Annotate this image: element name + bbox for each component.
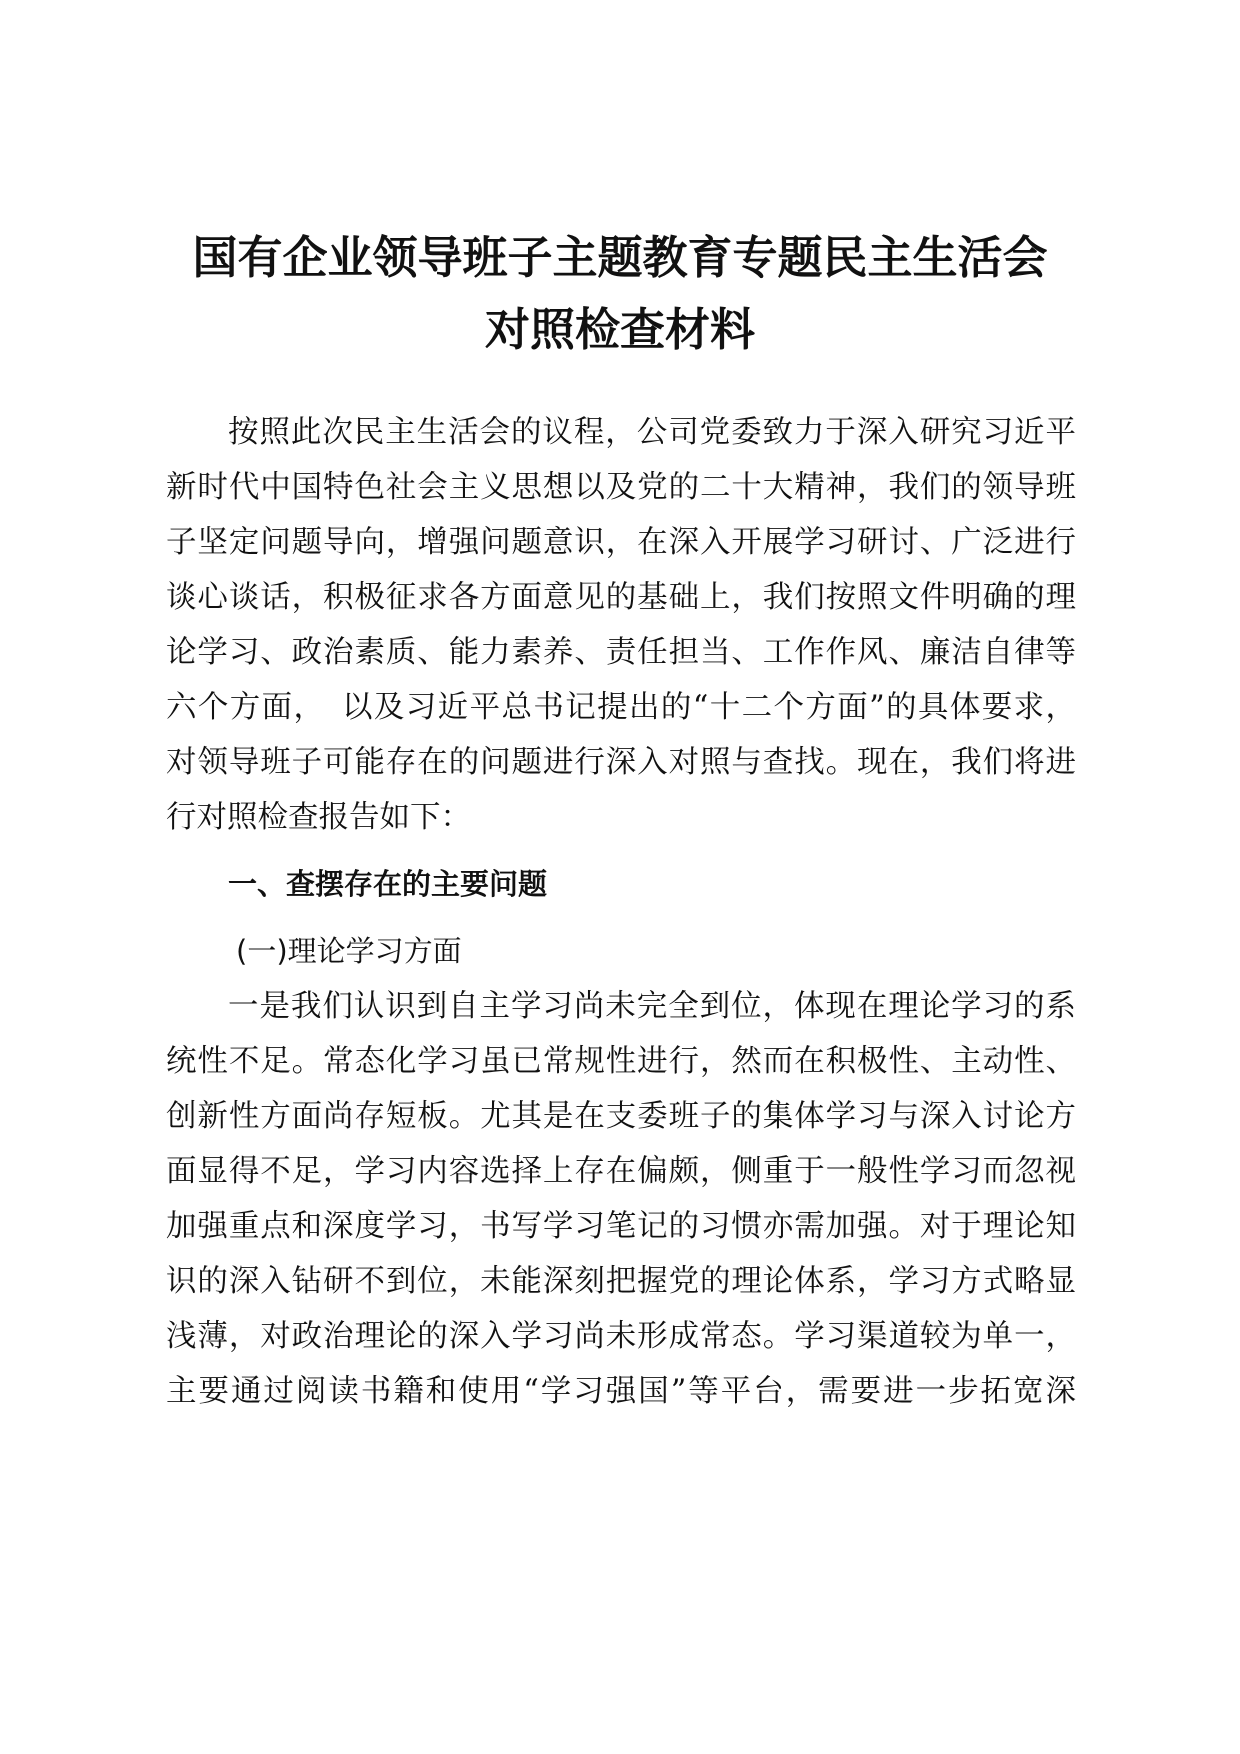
paragraph-line: 子坚定问题导向，增强问题意识，在深入开展学习研讨、广泛进行 <box>166 525 1076 560</box>
section-heading: 一、查摆存在的主要问题 <box>228 867 548 901</box>
title-line-2: 对照检查材料 <box>484 303 755 356</box>
paragraph-line: 新时代中国特色社会主义思想以及党的二十大精神，我们的领导班 <box>166 470 1076 505</box>
subsection-paragraph <box>166 979 1076 1419</box>
paragraph-line: 识的深入钻研不到位，未能深刻把握党的理论体系，学习方式略显 <box>166 1264 1076 1299</box>
paragraph-line: 论学习、政治素质、能力素养、责任担当、工作作风、廉洁自律等 <box>166 635 1076 670</box>
paragraph-line: 创新性方面尚存短板。尤其是在支委班子的集体学习与深入讨论方 <box>166 1099 1076 1134</box>
subsection-heading: (一)理论学习方面 <box>236 934 462 968</box>
paragraph-line: 面显得不足，学习内容选择上存在偏颇，侧重于一般性学习而忽视 <box>166 1154 1076 1189</box>
paragraph-line: 一是我们认识到自主学习尚未完全到位，体现在理论学习的系 <box>228 989 1076 1024</box>
paragraph-line: 加强重点和深度学习，书写学习笔记的习惯亦需加强。对于理论知 <box>166 1209 1076 1244</box>
paragraph-line: 行对照检查报告如下： <box>166 800 471 835</box>
paragraph-line: 统性不足。常态化学习虽已常规性进行，然而在积极性、主动性、 <box>166 1044 1076 1079</box>
intro-paragraph <box>166 405 1076 845</box>
paragraph-line: 主要通过阅读书籍和使用“学习强国”等平台，需要进一步拓宽深 <box>166 1374 1076 1409</box>
paragraph-line: 浅薄，对政治理论的深入学习尚未形成常态。学习渠道较为单一， <box>166 1319 1076 1354</box>
title-line-1: 国有企业领导班子主题教育专题民主生活会 <box>192 231 1048 284</box>
paragraph-line: 对领导班子可能存在的问题进行深入对照与查找。现在，我们将进 <box>166 745 1076 780</box>
document-title <box>150 222 1090 366</box>
paragraph-line: 按照此次民主生活会的议程，公司党委致力于深入研究习近平 <box>228 415 1076 450</box>
paragraph-line: 六个方面， 以及习近平总书记提出的“十二个方面”的具体要求， <box>166 690 1076 725</box>
paragraph-line: 谈心谈话，积极征求各方面意见的基础上，我们按照文件明确的理 <box>166 580 1076 615</box>
document-body <box>166 405 1076 1419</box>
